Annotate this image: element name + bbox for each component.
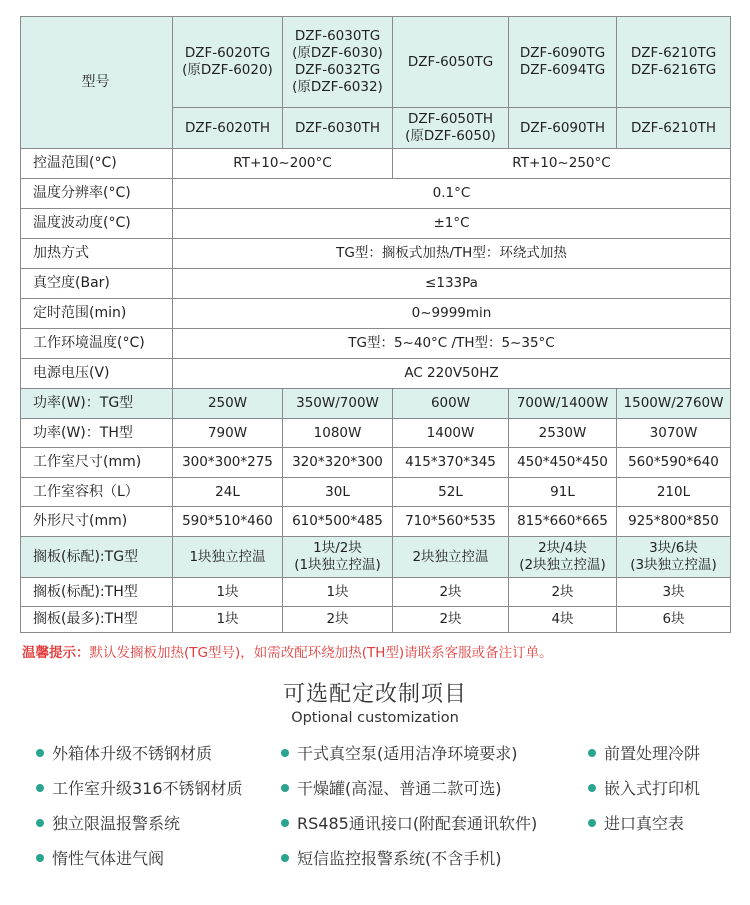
ambient-label: 工作环境温度(°C) [21, 329, 173, 359]
tg-model-4: DZF-6090TG DZF-6094TG [509, 17, 617, 108]
timer-label: 定时范围(min) [21, 299, 173, 329]
option-item: 短信监控报警系统(不含手机) [281, 846, 502, 869]
shelf-max-2: 2块 [283, 607, 393, 633]
shelf-tg-2: 1块/2块 (1块独立控温) [283, 537, 393, 578]
shelf-th-4: 2块 [509, 578, 617, 607]
fluctuation-value: ±1°C [173, 209, 731, 239]
power-th-2: 1080W [283, 419, 393, 448]
shelf-max-1: 1块 [173, 607, 283, 633]
outer-size-2: 610*500*485 [283, 507, 393, 537]
shelf-th-3: 2块 [393, 578, 509, 607]
shelf-th-label: 搁板(标配):TH型 [21, 578, 173, 607]
vacuum-label: 真空度(Bar) [21, 269, 173, 299]
shelf-tg-5: 3块/6块 (3块独立控温) [617, 537, 731, 578]
bullet-icon [588, 784, 596, 792]
shelf-tg-1: 1块独立控温 [173, 537, 283, 578]
fluctuation-label: 温度波动度(°C) [21, 209, 173, 239]
volume-4: 91L [509, 478, 617, 507]
tg-model-5: DZF-6210TG DZF-6216TG [617, 17, 731, 108]
power-tg-1: 250W [173, 389, 283, 419]
power-tg-label: 功率(W)：TG型 [21, 389, 173, 419]
option-item: 外箱体升级不锈钢材质 [36, 741, 212, 764]
chamber-size-4: 450*450*450 [509, 448, 617, 478]
tg-model-3: DZF-6050TG [393, 17, 509, 108]
options-subtitle: Optional customization [291, 710, 459, 726]
timer-value: 0~9999min [173, 299, 731, 329]
bullet-icon [588, 819, 596, 827]
vacuum-value: ≤133Pa [173, 269, 731, 299]
power-th-1: 790W [173, 419, 283, 448]
outer-size-1: 590*510*460 [173, 507, 283, 537]
notice-prefix: 温馨提示： [22, 645, 90, 661]
resolution-label: 温度分辨率(°C) [21, 179, 173, 209]
power-th-4: 2530W [509, 419, 617, 448]
option-item: 前置处理冷阱 [588, 741, 700, 764]
resolution-value: 0.1°C [173, 179, 731, 209]
chamber-size-label: 工作室尺寸(mm) [21, 448, 173, 478]
tg-model-2: DZF-6030TG (原DZF-6030) DZF-6032TG (原DZF-6032) [283, 17, 393, 108]
option-item: 工作室升级316不锈钢材质 [36, 776, 243, 799]
shelf-max-4: 4块 [509, 607, 617, 633]
shelf-max-5: 6块 [617, 607, 731, 633]
chamber-size-1: 300*300*275 [173, 448, 283, 478]
notice-text: 默认发搁板加热(TG型号)，如需改配环绕加热(TH型)请联系客服或备注订单。 [89, 645, 553, 661]
shelf-tg-label: 搁板(标配):TG型 [21, 537, 173, 578]
power-supply-value: AC 220V50HZ [173, 359, 731, 389]
power-th-5: 3070W [617, 419, 731, 448]
option-item: 干式真空泵(适用洁净环境要求) [281, 741, 518, 764]
bullet-icon [281, 854, 289, 862]
outer-size-5: 925*800*850 [617, 507, 731, 537]
heating-value: TG型：搁板式加热/TH型：环绕式加热 [173, 239, 731, 269]
bullet-icon [36, 854, 44, 862]
outer-size-label: 外形尺寸(mm) [21, 507, 173, 537]
temp-range-label: 控温范围(°C) [21, 149, 173, 179]
shelf-max-3: 2块 [393, 607, 509, 633]
power-tg-2: 350W/700W [283, 389, 393, 419]
th-model-1: DZF-6020TH [173, 108, 283, 149]
power-tg-row [21, 389, 731, 419]
volume-3: 52L [393, 478, 509, 507]
option-item: 进口真空表 [588, 811, 684, 834]
volume-2: 30L [283, 478, 393, 507]
ambient-value: TG型：5~40°C /TH型：5~35°C [173, 329, 731, 359]
shelf-tg-3: 2块独立控温 [393, 537, 509, 578]
bullet-icon [588, 749, 596, 757]
power-tg-5: 1500W/2760W [617, 389, 731, 419]
temp-range-right: RT+10~250°C [393, 149, 731, 179]
option-item: RS485通讯接口(附配套通讯软件) [281, 811, 537, 834]
shelf-th-5: 3块 [617, 578, 731, 607]
bullet-icon [36, 784, 44, 792]
outer-size-3: 710*560*535 [393, 507, 509, 537]
power-th-label: 功率(W)：TH型 [21, 419, 173, 448]
bullet-icon [281, 749, 289, 757]
tg-model-1: DZF-6020TG (原DZF-6020) [173, 17, 283, 108]
bullet-icon [281, 819, 289, 827]
options-title: 可选配定改制项目 [282, 682, 467, 707]
option-item: 干燥罐(高湿、普通二款可选) [281, 776, 502, 799]
shelf-max-label: 搁板(最多):TH型 [21, 607, 173, 633]
chamber-size-3: 415*370*345 [393, 448, 509, 478]
outer-size-4: 815*660*665 [509, 507, 617, 537]
volume-5: 210L [617, 478, 731, 507]
model-header: 型号 [21, 17, 173, 149]
option-item: 惰性气体进气阀 [36, 846, 164, 869]
power-tg-4: 700W/1400W [509, 389, 617, 419]
bullet-icon [281, 784, 289, 792]
option-item: 嵌入式打印机 [588, 776, 700, 799]
th-model-4: DZF-6090TH [509, 108, 617, 149]
power-th-3: 1400W [393, 419, 509, 448]
th-model-3: DZF-6050TH (原DZF-6050) [393, 108, 509, 149]
shelf-th-1: 1块 [173, 578, 283, 607]
volume-label: 工作室容积（L） [21, 478, 173, 507]
chamber-size-2: 320*320*300 [283, 448, 393, 478]
notice [22, 641, 553, 661]
shelf-th-2: 1块 [283, 578, 393, 607]
bullet-icon [36, 749, 44, 757]
th-model-5: DZF-6210TH [617, 108, 731, 149]
bullet-icon [36, 819, 44, 827]
shelf-tg-4: 2块/4块 (2块独立控温) [509, 537, 617, 578]
spec-table [20, 16, 731, 633]
chamber-size-5: 560*590*640 [617, 448, 731, 478]
th-model-2: DZF-6030TH [283, 108, 393, 149]
temp-range-left: RT+10~200°C [173, 149, 393, 179]
volume-1: 24L [173, 478, 283, 507]
power-supply-label: 电源电压(V) [21, 359, 173, 389]
heating-label: 加热方式 [21, 239, 173, 269]
power-tg-3: 600W [393, 389, 509, 419]
option-item: 独立限温报警系统 [36, 811, 180, 834]
